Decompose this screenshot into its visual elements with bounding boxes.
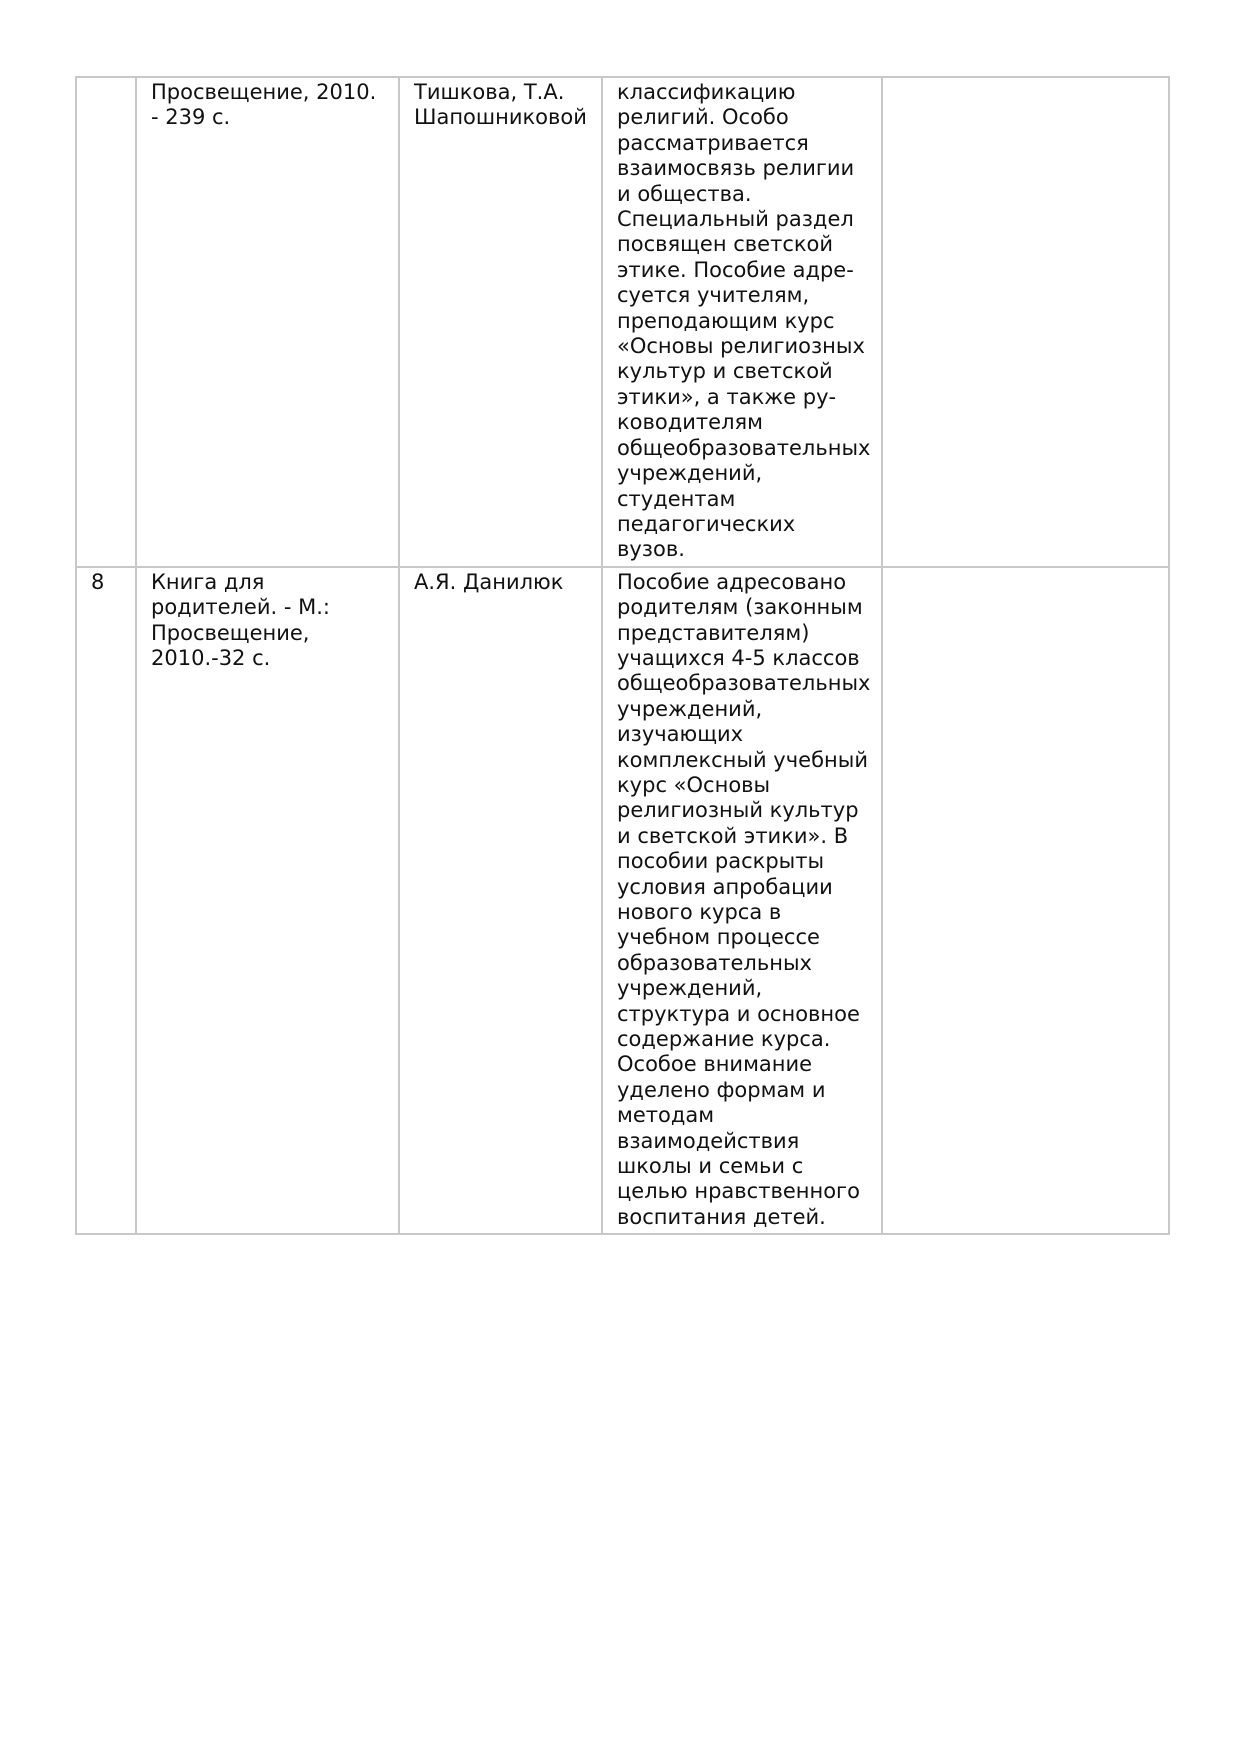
- text-line: этики», а также ру-: [617, 384, 837, 409]
- text-line: взаимосвязь религии: [617, 156, 855, 181]
- table-body: [76, 77, 1169, 1234]
- text-line: Особое внимание: [617, 1052, 813, 1077]
- text-line: посвящен светской: [617, 232, 834, 257]
- text-line: учреждений,: [617, 461, 763, 486]
- text-line: вузов.: [617, 537, 685, 562]
- text-line: и светской этики». В: [617, 823, 849, 848]
- text-line: 2010.-32 с.: [151, 645, 271, 670]
- text-line: Пособие адресовано: [617, 569, 847, 594]
- text-line: А.Я. Данилюк: [414, 569, 564, 594]
- text-line: классификацию: [617, 80, 796, 104]
- text-line: взаимодействия: [617, 1128, 800, 1153]
- text-line: - 239 с.: [151, 105, 231, 130]
- text-line: учащихся 4-5 классов: [617, 645, 860, 670]
- text-line: и общества.: [617, 181, 752, 206]
- text-line: изучающих: [617, 722, 744, 747]
- text-line: «Основы религиозных: [617, 334, 865, 359]
- text-line: комплексный учебный: [617, 747, 868, 772]
- table-row: [76, 567, 1169, 1235]
- text-line: школы и семьи с: [617, 1154, 804, 1179]
- literature-table: [75, 76, 1170, 1235]
- description-cell: [602, 567, 882, 1235]
- text-line: целью нравственного: [617, 1179, 860, 1204]
- text-line: общеобразовательных: [617, 435, 871, 460]
- text-line: Специальный раздел: [617, 207, 854, 232]
- text-line: родителям (законным: [617, 595, 863, 620]
- text-line: пособии раскрыты: [617, 849, 825, 874]
- text-line: методам: [617, 1103, 715, 1128]
- note-cell: [882, 567, 1169, 1235]
- text-line: студентам: [617, 486, 736, 511]
- text-line: курс «Основы: [617, 772, 771, 797]
- text-line: содержание курса.: [617, 1027, 831, 1052]
- text-line: родителей. - М.:: [151, 595, 330, 620]
- text-line: уделено формам и: [617, 1077, 826, 1102]
- number-cell: [76, 77, 136, 567]
- author-cell: [399, 77, 602, 567]
- number-cell: 8: [76, 567, 136, 1235]
- text-line: условия апробации: [617, 874, 833, 899]
- author-cell: [399, 567, 602, 1235]
- source-cell: [136, 77, 399, 567]
- table-row: [76, 77, 1169, 567]
- text-line: Шапошниковой: [414, 105, 587, 130]
- text-line: образовательных: [617, 950, 812, 975]
- text-line: Просвещение,: [151, 620, 310, 645]
- source-cell: [136, 567, 399, 1235]
- text-line: суется учителям,: [617, 283, 810, 308]
- text-line: Тишкова, Т.А.: [414, 80, 565, 104]
- text-line: преподающим курс: [617, 308, 835, 333]
- text-line: рассматривается: [617, 130, 809, 155]
- text-line: культур и светской: [617, 359, 833, 384]
- text-line: Просвещение, 2010.: [151, 80, 377, 104]
- text-line: педагогических: [617, 511, 796, 536]
- text-line: этике. Пособие адре-: [617, 257, 854, 282]
- text-line: религиозный культур: [617, 798, 859, 823]
- text-line: религий. Особо: [617, 105, 789, 130]
- text-line: учебном процессе: [617, 925, 820, 950]
- text-line: представителям): [617, 620, 810, 645]
- text-line: нового курса в: [617, 900, 782, 924]
- text-line: общеобразовательных: [617, 671, 871, 696]
- description-cell: [602, 77, 882, 567]
- text-line: учреждений,: [617, 976, 763, 1001]
- text-line: структура и основное: [617, 1001, 860, 1026]
- text-line: воспитания детей.: [617, 1204, 826, 1229]
- text-line: Книга для: [151, 569, 265, 594]
- note-cell: [882, 77, 1169, 567]
- text-line: ководителям: [617, 410, 763, 435]
- text-line: учреждений,: [617, 696, 763, 721]
